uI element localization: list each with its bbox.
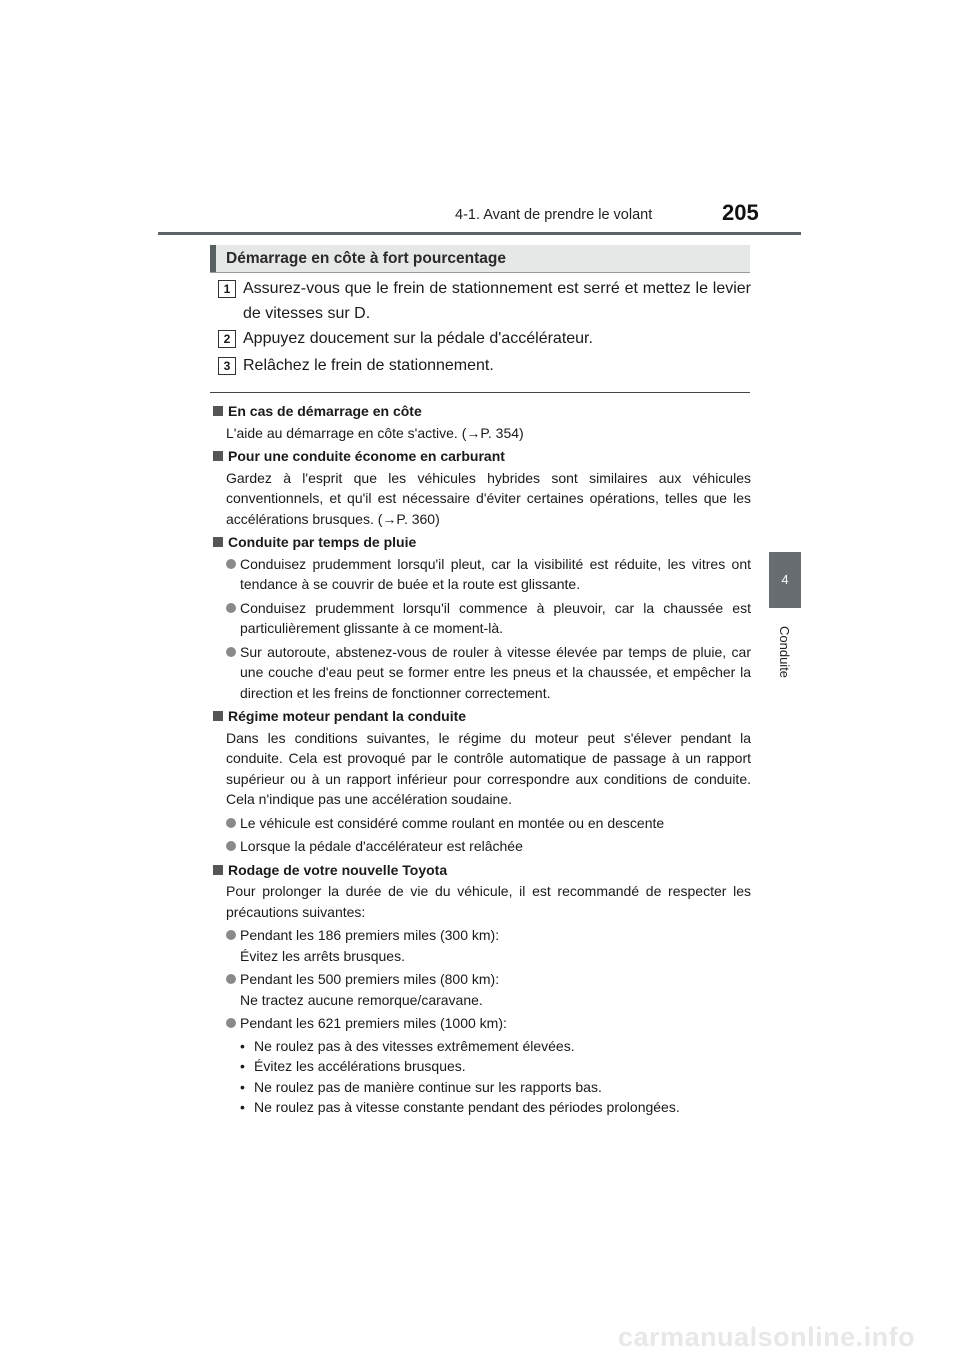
round-bullet-icon: [226, 930, 236, 940]
round-bullet-icon: [226, 841, 236, 851]
note-eco: [210, 446, 751, 529]
note-heading: Conduite par temps de pluie: [210, 532, 751, 553]
list-item: Lorsque la pédale d'accélérateur est relâchée: [226, 836, 751, 857]
note-text: Gardez à l'esprit que les véhicules hybrides sont similaires aux véhicules conventionnels, et qu'il est nécessaire d'éviter certaines opérations, telles que les accélérations brusques. (→P. 360): [226, 469, 751, 527]
note-hill-start: [210, 401, 751, 443]
list-item: Pendant les 621 premiers miles (1000 km):: [226, 1013, 751, 1034]
round-bullet-icon: [226, 559, 236, 569]
section-divider: [210, 392, 750, 393]
sub-list: [240, 1036, 751, 1118]
watermark: carmanualsonline.info: [618, 1322, 916, 1352]
square-bullet-icon: [213, 537, 223, 547]
list-item: Pendant les 500 premiers miles (800 km): Ne tractez aucune remorque/caravane.: [226, 969, 751, 1010]
square-bullet-icon: [213, 406, 223, 416]
list-item: Le véhicule est considéré comme roulant en montée ou en descente: [226, 813, 751, 834]
round-bullet-icon: [226, 818, 236, 828]
round-bullet-icon: [226, 974, 236, 984]
page-number: 205: [722, 200, 759, 225]
header-rule: [158, 232, 801, 235]
square-bullet-icon: [213, 865, 223, 875]
note-heading: Rodage de votre nouvelle Toyota: [210, 860, 751, 881]
notes-section: [210, 401, 751, 1121]
note-heading: Régime moteur pendant la conduite: [210, 706, 751, 727]
round-bullet-icon: [226, 1018, 236, 1028]
step-text-3: Relâchez le frein de stationnement.: [243, 357, 494, 374]
list-item: Sur autoroute, abstenez-vous de rouler à vitesse élevée par temps de pluie, car une couche d'eau peut se former entre les pneus et la chaussée, et empêcher la direction et les freins de fonctionner correctement.: [226, 642, 751, 704]
step-number-2: 2: [218, 330, 236, 348]
sub-list-item: • Ne roulez pas à vitesse constante pendant des périodes prolongées.: [240, 1099, 680, 1115]
sub-list-item: • Évitez les accélérations brusques.: [240, 1058, 466, 1074]
note-text: L'aide au démarrage en côte s'active. (→P. 354): [226, 424, 524, 441]
section-title-accent: [210, 245, 216, 272]
square-bullet-icon: [213, 711, 223, 721]
section-title: Démarrage en côte à fort pourcentage: [226, 250, 506, 267]
sub-list-item: • Ne roulez pas à des vitesses extrêmement élevées.: [240, 1037, 575, 1054]
chapter-label: Conduite: [777, 626, 792, 679]
note-heading: En cas de démarrage en côte: [210, 401, 751, 422]
sub-list-item: • Ne roulez pas de manière continue sur les rapports bas.: [240, 1078, 602, 1095]
chapter-tab: 4: [769, 552, 801, 608]
round-bullet-icon: [226, 603, 236, 613]
square-bullet-icon: [213, 451, 223, 461]
step-text-2: Appuyez doucement sur la pédale d'accélérateur.: [243, 330, 593, 347]
note-engine-speed: [210, 706, 751, 857]
step-number-1: 1: [218, 280, 236, 298]
section-breadcrumb: 4-1. Avant de prendre le volant: [455, 207, 653, 223]
list-item: Conduisez prudemment lorsqu'il commence à pleuvoir, car la chaussée est particulièrement glissante à ce moment-là.: [226, 598, 751, 639]
section-title-bar: [210, 245, 750, 273]
note-break-in: [210, 860, 751, 1118]
step-text-1: Assurez-vous que le frein de stationnement est serré et mettez le levier de vitesses sur D.: [243, 280, 751, 322]
list-item: Conduisez prudemment lorsqu'il pleut, car la visibilité est réduite, les vitres ont tendance à se couvrir de buée et la route est glissante.: [226, 554, 751, 595]
note-text: Pour prolonger la durée de vie du véhicule, il est recommandé de respecter les précautions suivantes:: [226, 883, 751, 920]
list-item: Pendant les 186 premiers miles (300 km): Évitez les arrêts brusques.: [226, 925, 751, 966]
round-bullet-icon: [226, 647, 236, 657]
step-number-3: 3: [218, 357, 236, 375]
note-text: Dans les conditions suivantes, le régime du moteur peut s'élever pendant la conduite. Cela est provoqué par le contrôle automatique de passage à un rapport supérieur ou à un rapport inférieur pour correspondre aux conditions de conduite. Cela n'indique pas une accélération soudaine.: [226, 729, 751, 807]
note-heading: Pour une conduite économe en carburant: [210, 446, 751, 467]
note-rain: [210, 532, 751, 703]
